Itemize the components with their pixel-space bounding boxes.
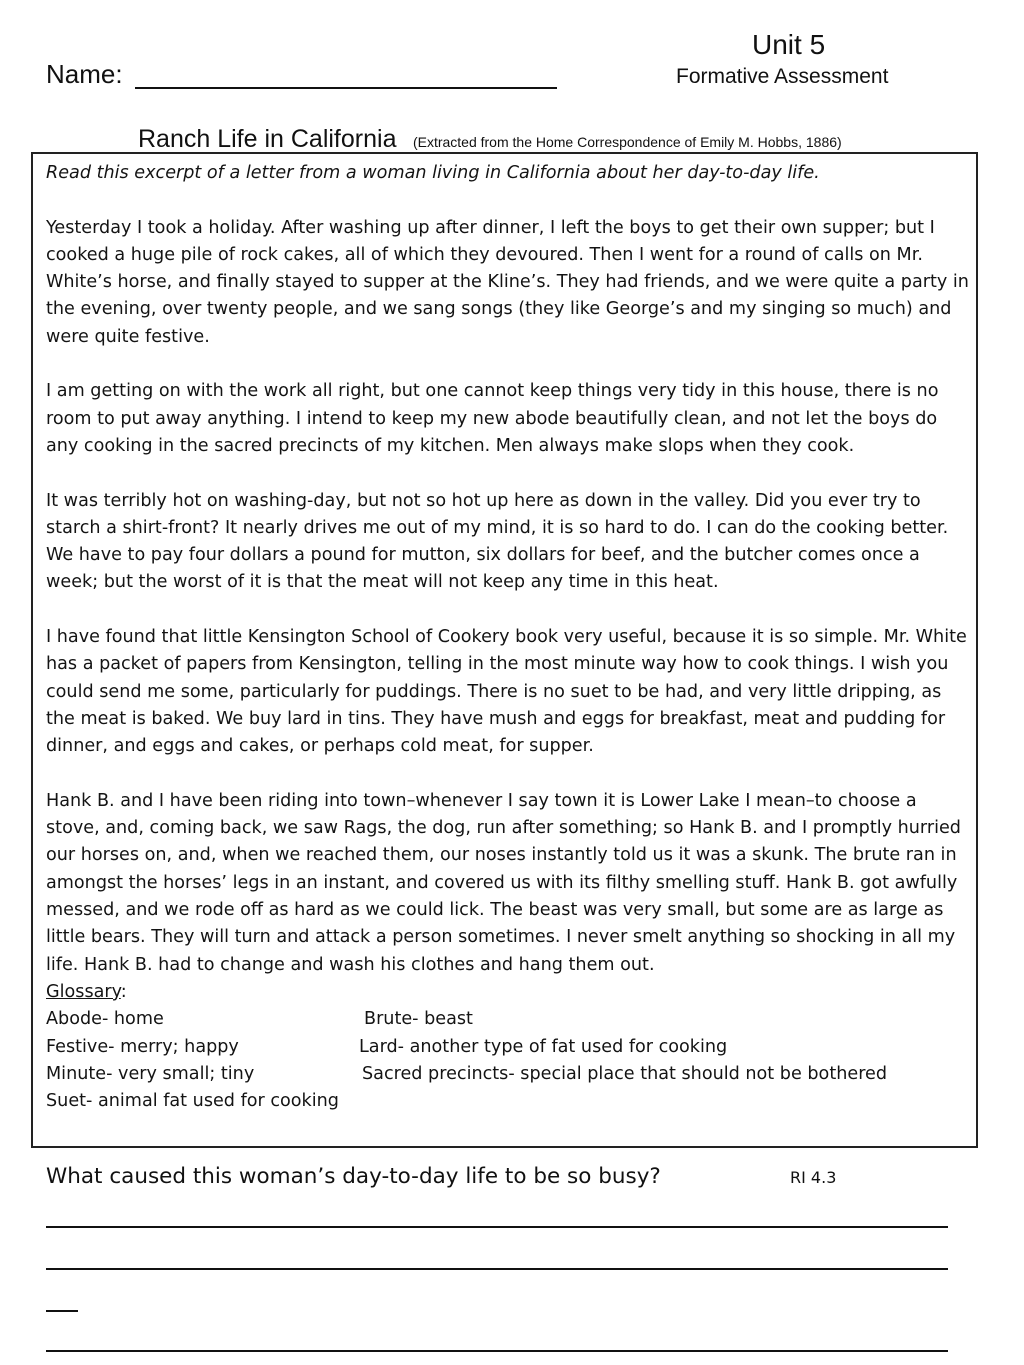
glossary-term: Brute- beast	[364, 1009, 473, 1030]
letter-paragraph: Yesterday I took a holiday. After washing up after dinner, I left the boys to get their own supper; but I cooked a huge pile of rock cakes, all of which they devoured. Then I went for a round of calls on Mr. White’s horse, and finally stayed to supper at the Kline’s. They had friends, and we were quite a party in the evening, over twenty people, and we sang songs (they like George’s and my singing so much) and were quite festive.	[46, 217, 969, 347]
glossary-term: Suet- animal fat used for cooking	[46, 1091, 339, 1112]
glossary-colon: :	[120, 981, 127, 1002]
glossary-heading-text: Glossary	[46, 981, 121, 1002]
glossary-term: Abode- home	[46, 1009, 164, 1030]
glossary-heading	[46, 979, 970, 1006]
name-label: Name:	[46, 59, 123, 89]
answer-line[interactable]	[46, 1310, 78, 1312]
standard-code: RI 4.3	[790, 1168, 837, 1187]
letter-paragraph: It was terribly hot on washing-day, but not so hot up here as down in the valley. Did you ever try to starch a shirt-front? It nearly drives me out of my mind, it is so hard to do. I can do the cooking better. We have to pay four dollars a pound for mutton, six dollars for beef, and the butcher comes once a week; but the worst of it is that the meat will not keep any time in this heat.	[46, 490, 949, 593]
assessment-subtitle: Formative Assessment	[676, 65, 889, 88]
letter-paragraph: Hank B. and I have been riding into town–whenever I say town it is Lower Lake I mean–to choose a stove, and, coming back, we saw Rags, the dog, run after something; so Hank B. and I promptly hurried our horses on, and, when we reached them, our noses instantly told us it was a skunk. The brute ran in amongst the horses’ legs in an instant, and covered us with its filthy smelling stuff. Hank B. got awfully messed, and we rode off as hard as we could lick. The beast was very small, but some are as large as little bears. They will turn and attack a person sometimes. I never smelt anything so shocking in all my life. Hank B. had to change and wash his clothes and hang them out.	[46, 790, 961, 975]
glossary-term: Festive- merry; happy	[46, 1036, 239, 1057]
glossary-row	[46, 1006, 970, 1033]
glossary-term: Sacred precincts- special place that should not be bothered	[362, 1063, 888, 1084]
document-title-row	[138, 124, 842, 154]
glossary-row	[46, 1061, 970, 1088]
document-title: Ranch Life in California	[138, 125, 397, 153]
glossary-term: Minute- very small; tiny	[46, 1063, 255, 1084]
glossary-term: Lard- another type of fat used for cooking	[359, 1036, 728, 1057]
document-source: (Extracted from the Home Correspondence of Emily M. Hobbs, 1886)	[412, 134, 842, 150]
excerpt-content	[46, 160, 970, 1115]
excerpt-intro: Read this excerpt of a letter from a woman living in California about her day-to-day life.	[46, 163, 820, 183]
answer-line[interactable]	[46, 1226, 948, 1228]
answer-line[interactable]	[46, 1268, 948, 1270]
excerpt-box	[31, 152, 978, 1148]
letter-paragraph: I am getting on with the work all right, but one cannot keep things very tidy in this house, there is no room to put away anything. I intend to keep my new abode beautifully clean, and not let the boys do any cooking in the sacred precincts of my kitchen. Men always make slops when they cook.	[46, 381, 939, 456]
unit-title: Unit 5	[752, 29, 826, 60]
question-text: What caused this woman’s day-to-day life to be so busy?	[46, 1164, 661, 1189]
letter-paragraph: I have found that little Kensington School of Cookery book very useful, because it is so simple. Mr. White has a packet of papers from Kensington, telling in the most minute way how to cook things. I wish you could send me some, particularly for puddings. There is no suet to be had, and very little dripping, as the meat is baked. We buy lard in tins. They have mush and eggs for breakfast, meat and pudding for dinner, and eggs and cakes, or perhaps cold meat, for supper.	[46, 627, 967, 757]
glossary-row	[46, 1088, 970, 1115]
question-row	[46, 1160, 946, 1194]
name-blank-line[interactable]	[135, 87, 557, 89]
glossary-row	[46, 1034, 970, 1061]
answer-line[interactable]	[46, 1350, 948, 1352]
